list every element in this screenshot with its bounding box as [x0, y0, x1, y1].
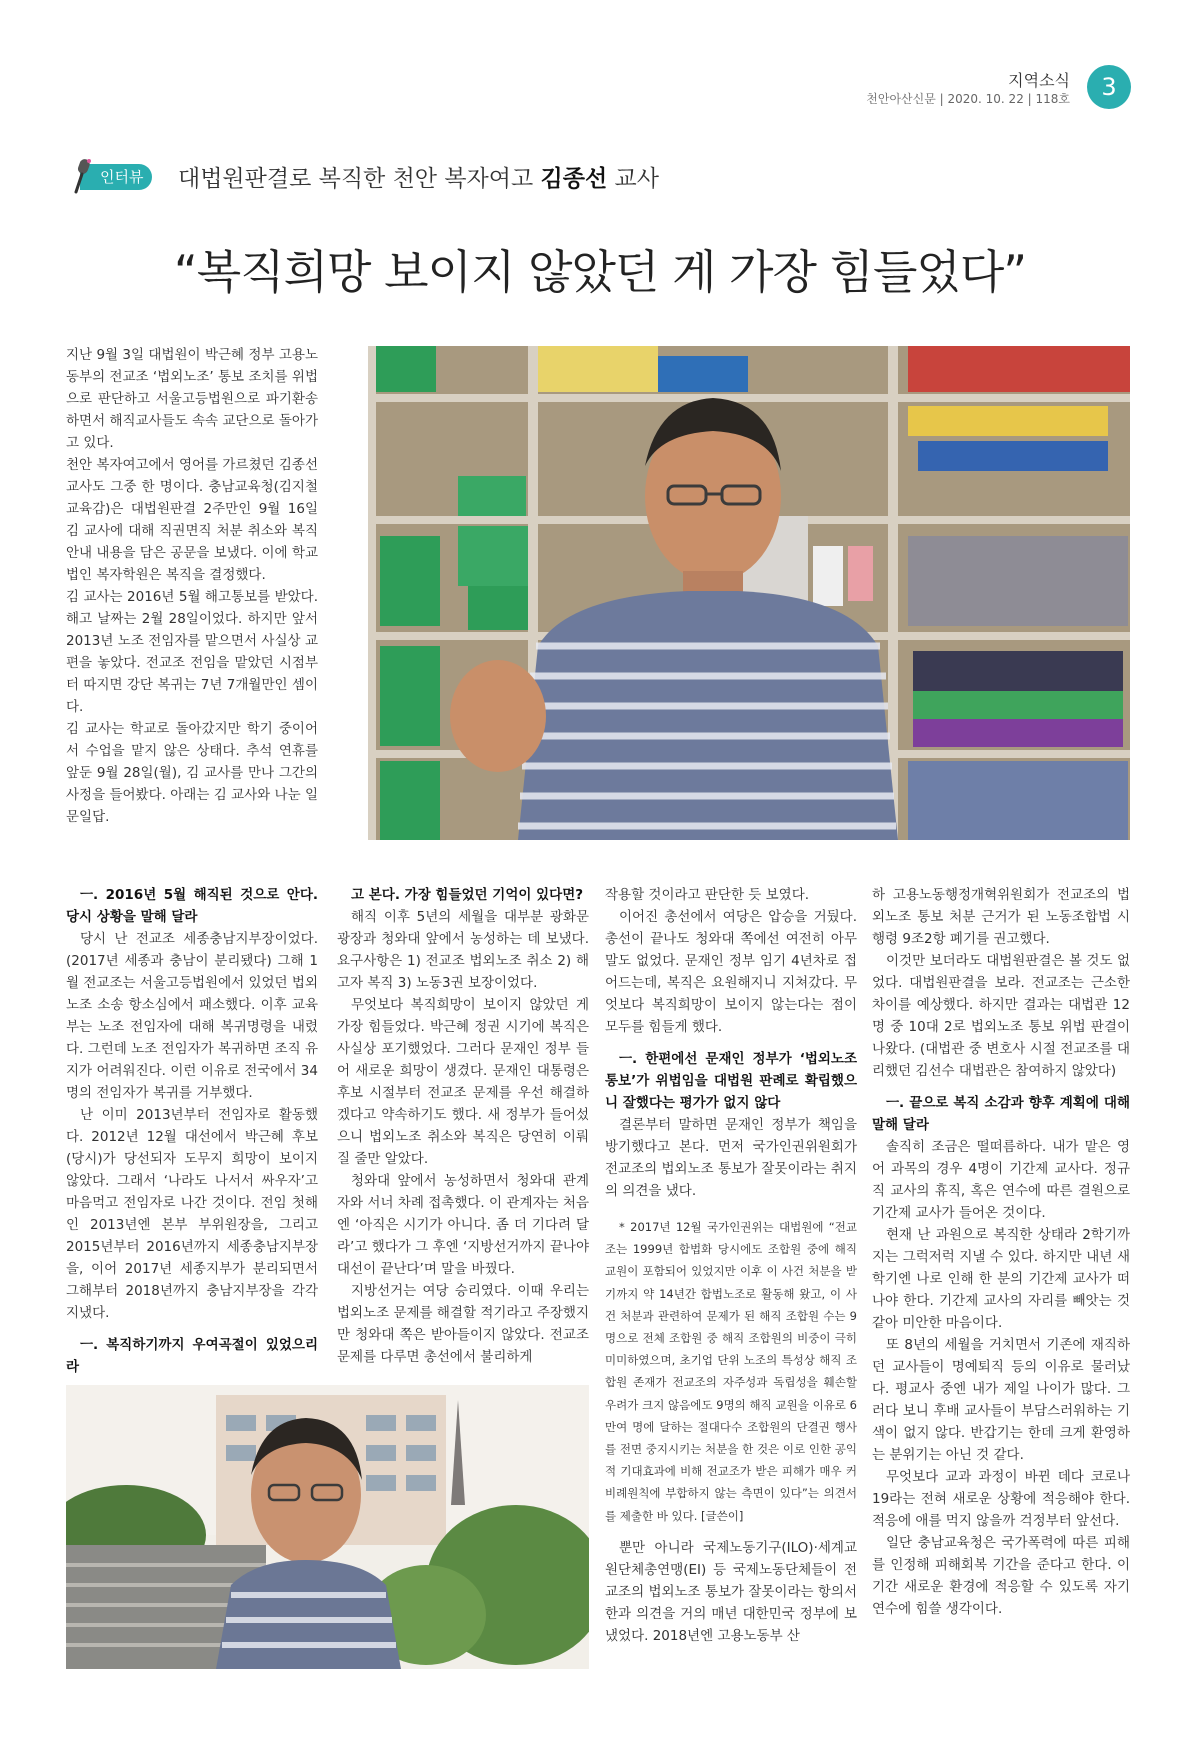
question-heading: ㅡ. 복직하기까지 우여곡절이 있었으리라 [66, 1337, 318, 1375]
answer-paragraph: 일단 충남교육청은 국가폭력에 따른 피해를 인정해 피해회복 기간을 준다고 한다. 이 기간 새로운 환경에 적응할 수 있도록 자기 연수에 힘쓸 생각이다. [872, 1535, 1130, 1617]
teacher-outdoor-image [66, 1385, 589, 1669]
article-column-1 [66, 884, 318, 1378]
answer-paragraph: 해직 이후 5년의 세월을 대부분 광화문 광장과 청와대 앞에서 농성하는 데 보냈다. 요구사항은 1) 전교조 법외노조 취소 2) 해고자 복직 3) 노동3권 보장이었다. [337, 909, 589, 991]
answer-paragraph: 지방선거는 여당 승리였다. 이때 우리는 법외노조 문제를 해결할 적기라고 주장했지만 청와대 쪽은 받아들이지 않았다. 전교조 문제를 다루면 총선에서 불리하게 [337, 1283, 589, 1365]
answer-paragraph: 작용할 것이라고 판단한 듯 보였다. [605, 887, 810, 903]
interview-badge [66, 158, 152, 194]
article-column-4 [872, 884, 1130, 1620]
article-column-3 [605, 884, 857, 1647]
answer-paragraph: 결론부터 말하면 문재인 정부가 책임을 방기했다고 본다. 먼저 국가인권위원회가 전교조의 법외노조 통보가 잘못이라는 취지의 의견을 냈다. [605, 1117, 857, 1199]
answer-paragraph: 하 고용노동행정개혁위원회가 전교조의 법외노조 통보 처분 근거가 된 노동조합법 시행령 9조2항 폐기를 권고했다. [872, 887, 1130, 947]
publication-info: 천안아산신문 | 2020. 10. 22 | 118호 [866, 92, 1070, 106]
answer-paragraph: 난 이미 2013년부터 전임자로 활동했다. 2012년 12월 대선에서 박근혜 후보(당시)가 당선되자 도무지 희망이 보이지 않았다. 그래서 ‘나라도 나서서 싸우자’고 마음먹고 전임자로 나간 것이다. 전임 첫해인 2013년엔 본부 부위원장을, 그리고 2015년부터 2016년까지 세종충남지부장을, 이어 2017년 세종지부가 분리되면서 그해부터 2018년까지 충남지부장을 각각 지냈다. [66, 1107, 318, 1321]
question-heading: ㅡ. 끝으로 복직 소감과 향후 계획에 대해 말해 달라 [872, 1095, 1130, 1133]
interview-title-prefix: 대법원판결로 복직한 천안 복자여고 [178, 166, 541, 192]
answer-paragraph: 당시 난 전교조 세종충남지부장이었다. (2017년 세종과 충남이 분리됐다) 그해 1월 전교조는 서울고등법원에서 있었던 법외노조 소송 항소심에서 패소했다. 이후 교육부는 노조 전임자에 대해 복귀명령을 내렸다. 그런데 노조 전임자가 복귀하면 조직 유지가 어려워진다. 이런 이유로 전국에서 34명의 전임자가 복귀를 거부했다. [66, 931, 318, 1101]
intro-paragraph: 김 교사는 2016년 5월 해고통보를 받았다. 해고 날짜는 2월 28일이었다. 하지만 앞서 2013년 노조 전임자를 맡으면서 사실상 교편을 놓았다. 전교조 전임을 맡았던 시점부터 따지면 강단 복귀는 7년 7개월만인 셈이다. [66, 589, 318, 715]
interview-title [178, 160, 659, 193]
intro-paragraph: 천안 복자여고에서 영어를 가르쳤던 김종선 교사도 그중 한 명이다. 충남교육청(김지철 교육감)은 대법원판결 2주만인 9월 16일 김 교사에 대해 직권면직 처분 취소와 복직 안내 내용을 담은 공문을 보냈다. 이에 학교법인 복자학원은 복직을 결정했다. [66, 457, 318, 583]
question-heading: ㅡ. 2016년 5월 해직된 것으로 안다. 당시 상황을 말해 달라 [66, 887, 318, 925]
section-name: 지역소식 [1008, 71, 1070, 90]
answer-paragraph: 이어진 총선에서 여당은 압승을 거뒀다. 총선이 끝나도 청와대 쪽에선 여전히 아무 말도 없었다. 문재인 정부 임기 4년차로 접어드는데, 복직은 요원해지니 지쳐갔다. 무엇보다 복직희망이 보이지 않는다는 점이 모두를 힘들게 했다. [605, 909, 857, 1035]
interview-badge-label: 인터뷰 [80, 164, 152, 190]
question-heading: ㅡ. 한편에선 문재인 정부가 ‘법외노조 통보’가 위법임을 대법원 판례로 확립했으니 잘했다는 평가가 없지 않다 [605, 1051, 857, 1111]
intro-text [66, 344, 318, 828]
question-heading-continued: 고 본다. 가장 힘들었던 기억이 있다면? [351, 887, 584, 903]
interview-title-suffix: 교사 [607, 166, 659, 192]
answer-paragraph: 뿐만 아니라 국제노동기구(ILO)·세계교원단체총연맹(EI) 등 국제노동단체들이 전교조의 법외노조 통보가 잘못이라는 항의서한과 의견을 거의 매년 대한민국 정부에 보냈었다. 2018년엔 고용노동부 산 [605, 1539, 857, 1644]
second-photo [66, 1385, 589, 1669]
footnote: * 2017년 12월 국가인권위는 대법원에 “전교조는 1999년 합법화 당시에도 조합원 중에 해직 교원이 포함되어 있었지만 이후 이 사건 처분을 받기까지 약 14년간 합법노조로 활동해 왔고, 이 사건 처분과 관련하여 문제가 된 해직 조합원 수는 9명으로 전체 조합원 중 해직 조합원의 비중이 극히 미미하였으며, 초기업 단위 노조의 특성상 해직 조합원 존재가 전교조의 자주성과 독립성을 훼손할 우려가 크지 않음에도 9명의 해직 교원을 이유로 6만여 명에 달하는 절대다수 조합원의 단결권 행사를 전면 중지시키는 처분을 한 것은 이로 인한 공익적 기대효과에 비해 전교조가 받은 피해가 매우 커 비례원칙에 부합하지 않는 측면이 있다”는 의견서를 제출한 바 있다. [글쓴이] [605, 1220, 857, 1523]
answer-paragraph: 솔직히 조금은 떨떠름하다. 내가 맡은 영어 과목의 경우 4명이 기간제 교사다. 정규직 교사의 휴직, 혹은 연수에 따른 결원으로 기간제 교사가 들어온 것이다. [872, 1139, 1130, 1221]
main-photo [368, 346, 1130, 840]
article-column-2 [337, 884, 589, 1368]
headline: “복직희망 보이지 않았던 게 가장 힘들었다” [173, 245, 1027, 299]
answer-paragraph: 또 8년의 세월을 거치면서 기존에 재직하던 교사들이 명예퇴직 등의 이유로 물러났다. 평교사 중엔 내가 제일 나이가 많다. 그러다 보니 후배 교사들이 부담스러워하는 기색이 없지 않다. 반갑기는 한데 크게 환영하는 분위기는 아닌 것 같다. [872, 1337, 1130, 1463]
interviewee-name: 김종선 [540, 166, 608, 192]
intro-paragraph: 김 교사는 학교로 돌아갔지만 학기 중이어서 수업을 맡지 않은 상태다. 추석 연휴를 앞둔 9월 28일(월), 김 교사를 만나 그간의 사정을 들어봤다. 아래는 김 교사와 나눈 일문일답. [66, 721, 318, 825]
answer-paragraph: 이것만 보더라도 대법원판결은 볼 것도 없었다. 대법원판결을 보라. 전교조는 근소한 차이를 예상했다. 하지만 결과는 대법관 12명 중 10대 2로 법외노조 통보 위법 판결이 나왔다. (대법관 중 변호사 시절 전교조를 대리했던 김선수 대법관은 참여하지 않았다) [872, 953, 1130, 1079]
page-number-badge: 3 [1087, 65, 1131, 109]
answer-paragraph: 무엇보다 복직희망이 보이지 않았던 게 가장 힘들었다. 박근혜 정권 시기에 복직은 사실상 포기했었다. 그러다 문재인 정부 들어 새로운 희망이 생겼다. 문재인 대통령은 후보 시절부터 전교조 문제를 우선 해결하겠다고 약속하기도 했다. 새 정부가 들어섰으니 법외노조 취소와 복직은 당연히 이뤄질 줄만 알았다. [337, 997, 589, 1167]
intro-paragraph: 지난 9월 3일 대법원이 박근혜 정부 고용노동부의 전교조 ‘법외노조’ 통보 조치를 위법으로 판단하고 서울고등법원으로 파기환송 하면서 해직교사들도 속속 교단으로 돌아가고 있다. [66, 347, 318, 451]
teacher-portrait-image [368, 346, 1130, 840]
answer-paragraph: 현재 난 과원으로 복직한 상태라 2학기까지는 그럭저럭 지낼 수 있다. 하지만 내년 새 학기엔 나로 인해 한 분의 기간제 교사가 떠나야 한다. 기간제 교사의 자리를 빼앗는 것 같아 미안한 마음이다. [872, 1227, 1130, 1331]
microphone-icon [72, 158, 94, 194]
answer-paragraph: 청와대 앞에서 농성하면서 청와대 관계자와 서너 차례 접촉했다. 이 관계자는 처음엔 ‘아직은 시기가 아니다. 좀 더 기다려 달라’고 했다가 그 후엔 ‘지방선거까지 끝나야 대선이 끝난다’며 말을 바꿨다. [337, 1173, 589, 1277]
answer-paragraph: 무엇보다 교과 과정이 바뀐 데다 코로나19라는 전혀 새로운 상황에 적응해야 한다. 적응에 애를 먹지 않을까 걱정부터 앞선다. [872, 1469, 1130, 1529]
